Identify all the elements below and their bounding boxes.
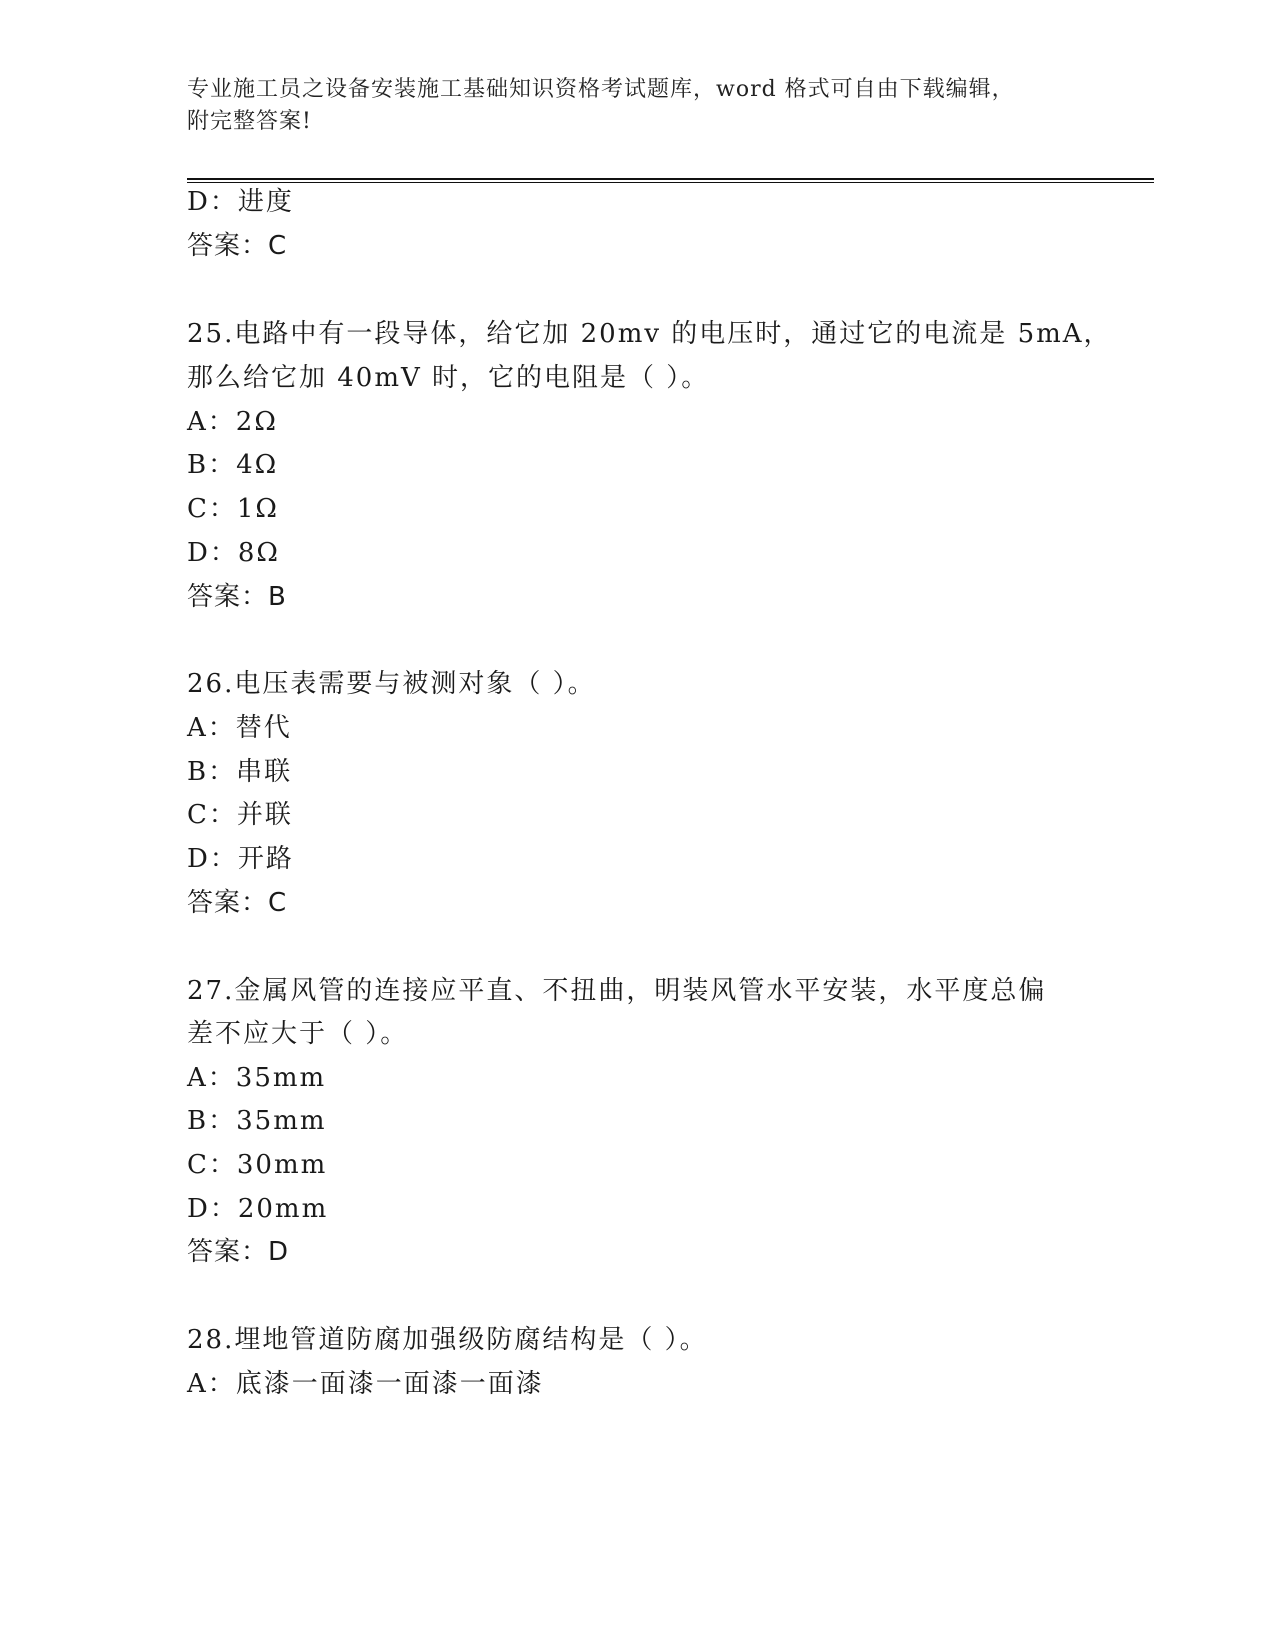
question-27-option-d: D：20mm bbox=[187, 1194, 329, 1224]
question-26-option-d: D：开路 bbox=[187, 844, 294, 874]
question-26-option-c: C：并联 bbox=[187, 800, 293, 830]
question-27-answer: 答案：D bbox=[187, 1237, 290, 1267]
question-26-option-a: A：替代 bbox=[187, 713, 292, 743]
question-26-option-b: B：串联 bbox=[187, 757, 293, 787]
question-25-option-d: D：8Ω bbox=[187, 538, 280, 568]
question-27-option-b: B：35mm bbox=[187, 1106, 327, 1136]
question-25-option-a: A：2Ω bbox=[187, 407, 278, 437]
question-25-option-b: B：4Ω bbox=[187, 450, 279, 480]
answer-line: 答案：C bbox=[187, 231, 288, 261]
header-line-2: 附完整答案! bbox=[187, 109, 312, 134]
document-header bbox=[187, 74, 1087, 138]
header-line-1: 专业施工员之设备安装施工基础知识资格考试题库，word 格式可自由下载编辑， bbox=[187, 77, 1015, 102]
question-25-stem-line-1: 25.电路中有一段导体，给它加 20mv 的电压时，通过它的电流是 5mA， bbox=[187, 319, 1112, 349]
question-27-stem-line-2: 差不应大于（ ）。 bbox=[187, 1019, 409, 1049]
question-27-option-a: A：35mm bbox=[187, 1063, 327, 1093]
question-27-option-c: C：30mm bbox=[187, 1150, 328, 1180]
option-d: D：进度 bbox=[187, 187, 294, 217]
question-28-option-a: A：底漆一面漆一面漆一面漆 bbox=[187, 1369, 544, 1399]
question-25-answer: 答案：B bbox=[187, 582, 287, 612]
question-25-stem-line-2: 那么给它加 40mV 时，它的电阻是（ ）。 bbox=[187, 363, 710, 393]
question-28-stem-line-1: 28.埋地管道防腐加强级防腐结构是（ ）。 bbox=[187, 1325, 708, 1355]
question-25-option-c: C：1Ω bbox=[187, 494, 279, 524]
question-26-answer: 答案：C bbox=[187, 888, 288, 918]
question-27-stem-line-1: 27.金属风管的连接应平直、不扭曲，明装风管水平安装，水平度总偏 bbox=[187, 976, 1047, 1006]
header-divider bbox=[187, 178, 1154, 183]
question-26-stem-line-1: 26.电压表需要与被测对象（ ）。 bbox=[187, 669, 596, 699]
